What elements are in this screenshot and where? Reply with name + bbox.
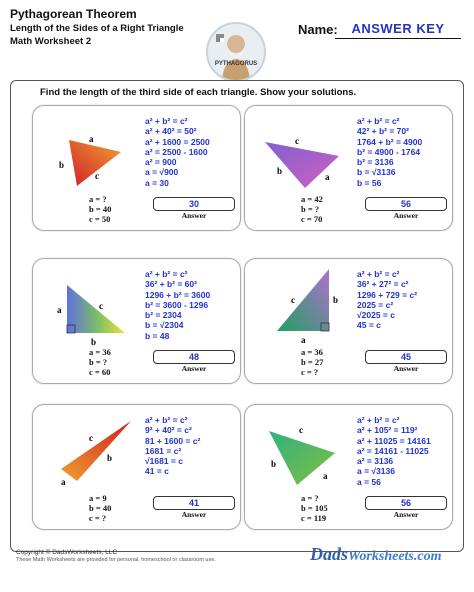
answer-box: 30 [153,197,235,211]
problem-card [244,105,453,231]
problem-card [244,404,453,530]
svg-text:c: c [299,425,303,435]
answer-label: Answer [393,510,419,519]
answer-box: 56 [365,496,447,510]
svg-text:a: a [61,477,66,487]
triangle-figure [33,259,143,349]
usage-note: These Math Worksheets are provided for personal, homeschool or classroom use. [16,557,216,563]
svg-text:b: b [107,453,113,463]
svg-text:b: b [91,337,97,347]
given-values: a = ? b = 105 c = 119 [301,493,328,523]
answer-label: Answer [393,364,419,373]
svg-text:c: c [291,295,295,305]
logo-text: PYTHAGORUS [214,61,258,67]
svg-text:c: c [89,433,93,443]
triangle-figure [33,405,143,495]
solution-steps: a² + b² = c² 36² + b² = 60² 1296 + b² = 3600 b² = 3600 - 1296 b² = 2304 b = √2304 b = 48 [145,269,211,341]
svg-text:b: b [277,166,283,176]
answer-label: Answer [393,211,419,220]
name-label: Name: [298,22,338,37]
name-field: ANSWER KEY [335,21,461,39]
problem-card [32,404,241,530]
svg-text:b: b [333,295,339,305]
brand-logo: DadsWorksheets.com [310,544,442,564]
worksheet-title: Pythagorean Theorem [10,7,137,21]
answer-box: 48 [153,350,235,364]
triangle-figure [245,405,355,495]
svg-text:a: a [301,335,306,345]
problem-card [32,258,241,384]
given-values: a = 42 b = ? c = 70 [301,194,323,224]
solution-steps: a² + b² = c² 9² + 40² = c² 81 + 1600 = c² 1681 = c² √1681 = c 41 = c [145,415,201,477]
svg-text:c: c [295,136,299,146]
answer-label: Answer [181,364,207,373]
svg-text:a: a [323,471,328,481]
solution-steps: a² + b² = c² 36² + 27² = c² 1296 + 729 = c² 2025 = c² √2025 = c 45 = c [357,269,418,331]
answer-box: 45 [365,350,447,364]
problem-card [244,258,453,384]
instructions: Find the length of the third side of each triangle. Show your solutions. [40,87,357,98]
answer-label: Answer [181,211,207,220]
copyright-text: Copyright © DadsWorksheets, LLC [16,549,118,556]
svg-text:c: c [99,301,103,311]
pythagoras-logo [206,22,266,82]
solution-steps: a² + b² = c² 42² + b² = 70² 1764 + b² = 4900 b² = 4900 - 1764 b² = 3136 b = √3136 b = 56 [357,116,423,188]
problem-card [32,105,241,231]
svg-text:a: a [57,305,62,315]
svg-text:b: b [59,160,65,170]
given-values: a = 36 b = 27 c = ? [301,347,324,377]
given-values: a = ? b = 40 c = 50 [89,194,112,224]
worksheet-subtitle: Length of the Sides of a Right Triangle [10,23,184,34]
answer-box: 56 [365,197,447,211]
svg-text:a: a [325,172,330,182]
svg-text:c: c [95,171,99,181]
given-values: a = 36 b = ? c = 60 [89,347,111,377]
triangle-figure [33,106,143,196]
worksheet-number: Math Worksheet 2 [10,36,92,47]
solution-steps: a² + b² = c² a² + 105² = 119² a² + 11025 = 14161 a² = 14161 - 11025 a² = 3136 a = √3136 a = 56 [357,415,431,487]
solution-steps: a² + b² = c² a² + 40² = 50² a² + 1600 = 2500 a² = 2500 - 1600 a² = 900 a = √900 a = 30 [145,116,210,188]
svg-text:b: b [271,459,277,469]
triangle-figure [245,259,355,349]
answer-box: 41 [153,496,235,510]
svg-text:a: a [89,134,94,144]
triangle-figure [245,106,355,196]
answer-label: Answer [181,510,207,519]
given-values: a = 9 b = 40 c = ? [89,493,112,523]
